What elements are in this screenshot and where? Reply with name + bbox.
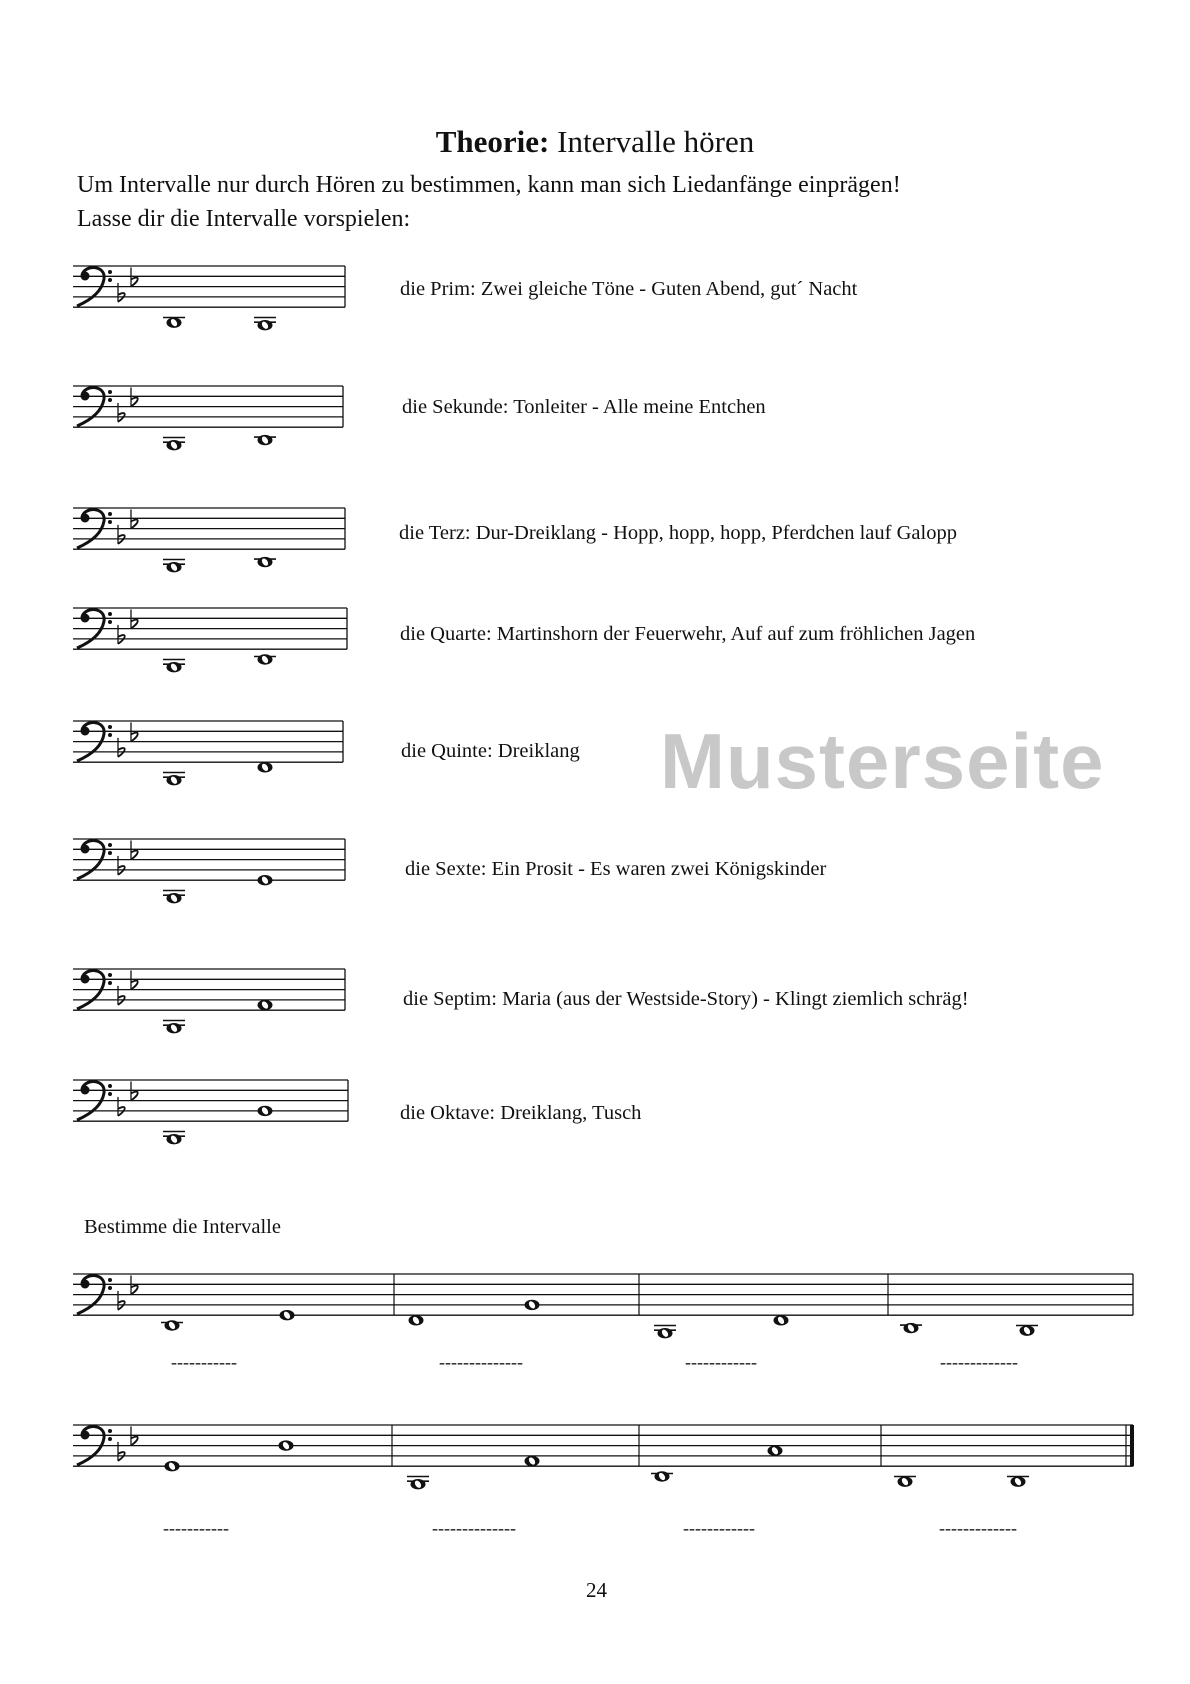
clef-dot [81, 272, 90, 281]
flat-icon [118, 525, 125, 544]
clef-dot [81, 975, 90, 984]
clef-dot [81, 514, 90, 523]
answer-blank[interactable]: ------------ [683, 1518, 755, 1538]
page-number: 24 [586, 1578, 607, 1602]
clef-dot [108, 843, 112, 847]
flat-icon [118, 403, 125, 422]
whole-note [525, 1300, 540, 1310]
whole-note [774, 1315, 789, 1325]
whole-note [658, 1328, 673, 1338]
whole-note [904, 1323, 919, 1333]
whole-note [167, 893, 182, 903]
whole-note [167, 440, 182, 450]
flat-bowl [131, 981, 138, 990]
flat-icon [118, 283, 125, 302]
flat-icon [131, 840, 138, 859]
whole-note [525, 1456, 540, 1466]
interval-text-prim: die Prim: Zwei gleiche Töne - Guten Abend, gut´ Nacht [400, 278, 858, 300]
clef-dot [81, 392, 90, 401]
interval-text-terz: die Terz: Dur-Dreiklang - Hopp, hopp, hopp, Pferdchen lauf Galopp [399, 522, 957, 544]
intro-line-1: Um Intervalle nur durch Hören zu bestimmen, kann man sich Liedanfänge einprägen! [77, 172, 901, 198]
whole-note [165, 1320, 180, 1330]
clef-dot [108, 725, 112, 729]
answer-blank[interactable]: -------------- [439, 1352, 523, 1372]
flat-icon [118, 986, 125, 1005]
clef-dot [108, 733, 112, 737]
interval-staff [73, 1080, 348, 1144]
flat-icon [131, 509, 138, 528]
whole-note [167, 1134, 182, 1144]
clef-dot [108, 973, 112, 977]
whole-note [258, 435, 273, 445]
flat-bowl [131, 1092, 138, 1101]
flat-icon [131, 970, 138, 989]
clef-dot [108, 278, 112, 282]
title-rest: Intervalle hören [549, 124, 755, 159]
interval-text-septim: die Septim: Maria (aus der Westside-Story) - Klingt ziemlich schräg! [403, 988, 969, 1010]
clef-dot [108, 612, 112, 616]
flat-bowl [131, 733, 138, 742]
flat-icon [118, 1291, 125, 1310]
clef-dot [81, 845, 90, 854]
clef-dot [108, 1084, 112, 1088]
flat-bowl [131, 851, 138, 860]
flat-icon [118, 738, 125, 757]
clef-dot [108, 1437, 112, 1441]
answer-blank[interactable]: ----------- [163, 1518, 229, 1538]
flat-icon [118, 1097, 125, 1116]
clef-dot [108, 620, 112, 624]
answer-blank[interactable]: ------------- [940, 1352, 1018, 1372]
flat-bowl [131, 1286, 138, 1295]
flat-icon [131, 722, 138, 741]
clef-dot [81, 1431, 90, 1440]
interval-staff [73, 969, 345, 1033]
clef-dot [108, 851, 112, 855]
exercise-heading: Bestimme die Intervalle [84, 1216, 281, 1238]
whole-note [655, 1471, 670, 1481]
interval-text-quinte: die Quinte: Dreiklang [401, 740, 580, 762]
whole-note [167, 317, 182, 327]
whole-note [768, 1446, 783, 1456]
intro-line-2: Lasse dir die Intervalle vorspielen: [77, 206, 411, 232]
interval-text-sexte: die Sexte: Ein Prosit - Es waren zwei Königskinder [405, 858, 827, 880]
answer-blank[interactable]: ------------ [685, 1352, 757, 1372]
whole-note [258, 654, 273, 664]
interval-text-oktave: die Oktave: Dreiklang, Tusch [400, 1102, 642, 1124]
whole-note [279, 1440, 294, 1450]
exercise-staff [73, 1425, 1134, 1489]
answer-blank[interactable]: ------------- [939, 1518, 1017, 1538]
flat-icon [131, 267, 138, 286]
interval-staff [73, 839, 345, 903]
whole-note [165, 1461, 180, 1471]
clef-dot [81, 1086, 90, 1095]
interval-staff [73, 266, 345, 330]
whole-note [167, 562, 182, 572]
interval-staff [73, 386, 343, 450]
interval-text-quarte: die Quarte: Martinshorn der Feuerwehr, Auf auf zum fröhlichen Jagen [400, 623, 976, 645]
clef-dot [108, 390, 112, 394]
clef-dot [81, 614, 90, 623]
whole-note [1020, 1325, 1035, 1335]
clef-dot [108, 398, 112, 402]
watermark: Musterseite [660, 717, 1105, 805]
flat-icon [118, 856, 125, 875]
clef-dot [108, 1092, 112, 1096]
flat-bowl [131, 278, 138, 287]
flat-bowl [131, 520, 138, 529]
whole-note [167, 775, 182, 785]
flat-icon [131, 609, 138, 628]
whole-note [411, 1479, 426, 1489]
whole-note [258, 320, 273, 330]
answer-blank[interactable]: -------------- [432, 1518, 516, 1538]
interval-staff [73, 508, 345, 572]
whole-note [409, 1315, 424, 1325]
whole-note [898, 1476, 913, 1486]
exercise-staff [73, 1274, 1133, 1338]
clef-dot [108, 1278, 112, 1282]
whole-note [258, 1106, 273, 1116]
interval-staff [73, 721, 343, 785]
flat-icon [118, 1442, 125, 1461]
clef-dot [81, 1280, 90, 1289]
answer-blank[interactable]: ----------- [171, 1352, 237, 1372]
whole-note [258, 875, 273, 885]
flat-bowl [131, 398, 138, 407]
clef-dot [108, 520, 112, 524]
clef-dot [108, 270, 112, 274]
final-barline [1130, 1425, 1134, 1466]
whole-note [1011, 1476, 1026, 1486]
flat-icon [118, 625, 125, 644]
interval-text-sekunde: die Sekunde: Tonleiter - Alle meine Entchen [402, 396, 766, 418]
whole-note [258, 762, 273, 772]
whole-note [167, 1023, 182, 1033]
clef-dot [108, 1286, 112, 1290]
flat-bowl [131, 1437, 138, 1446]
interval-staff [73, 608, 347, 672]
title-bold: Theorie: [435, 124, 550, 159]
flat-icon [131, 387, 138, 406]
whole-note [258, 1000, 273, 1010]
clef-dot [81, 727, 90, 736]
whole-note [167, 662, 182, 672]
clef-dot [108, 512, 112, 516]
clef-dot [108, 1429, 112, 1433]
clef-dot [108, 981, 112, 985]
flat-bowl [131, 620, 138, 629]
whole-note [280, 1310, 295, 1320]
whole-note [258, 557, 273, 567]
